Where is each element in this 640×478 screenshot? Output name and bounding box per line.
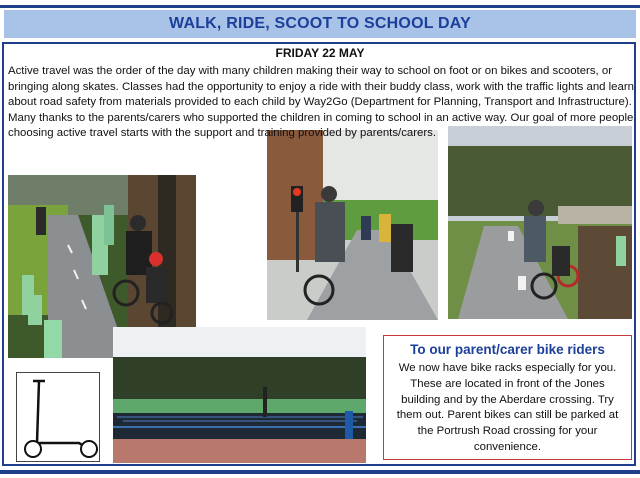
article-body: Active travel was the order of the day with many children making their way to school on foot or on bikes and scooters, or bringing along skates. Classes had the opportunity to enjoy a ride with their buddy class, work with the traffic lights and learn about road safety from materials provided to each child by Way2Go (Department for Planning, Transport and Infrastructure). Many thanks to the parents/carers who supported the children in coming to school in an active way. Our goal of more people choosing active travel starts with the support and training provided by parents/carers. — [8, 65, 634, 140]
photo-bike-racks — [113, 327, 366, 463]
bike-riders-callout — [383, 335, 632, 460]
photo-parent-with-bikes — [448, 126, 632, 319]
callout-body: We now have bike racks especially for you. These are located in front of the Jones building and by the Aberdare crossing. Try them out. Parent bikes can still be parked at the Portrush Road crossing for your convenience. — [396, 362, 619, 453]
article-date: FRIDAY 22 MAY — [275, 46, 365, 60]
photo-traffic-light-crossing — [267, 130, 438, 320]
title-bar — [4, 10, 636, 38]
page-title: WALK, RIDE, SCOOT TO SCHOOL DAY — [169, 15, 471, 32]
callout-heading: To our parent/carer bike riders — [410, 342, 605, 357]
top-rule — [0, 5, 640, 8]
bottom-rule — [0, 470, 640, 474]
scooter-graphic — [16, 372, 100, 462]
scooter-icon — [17, 448, 99, 465]
